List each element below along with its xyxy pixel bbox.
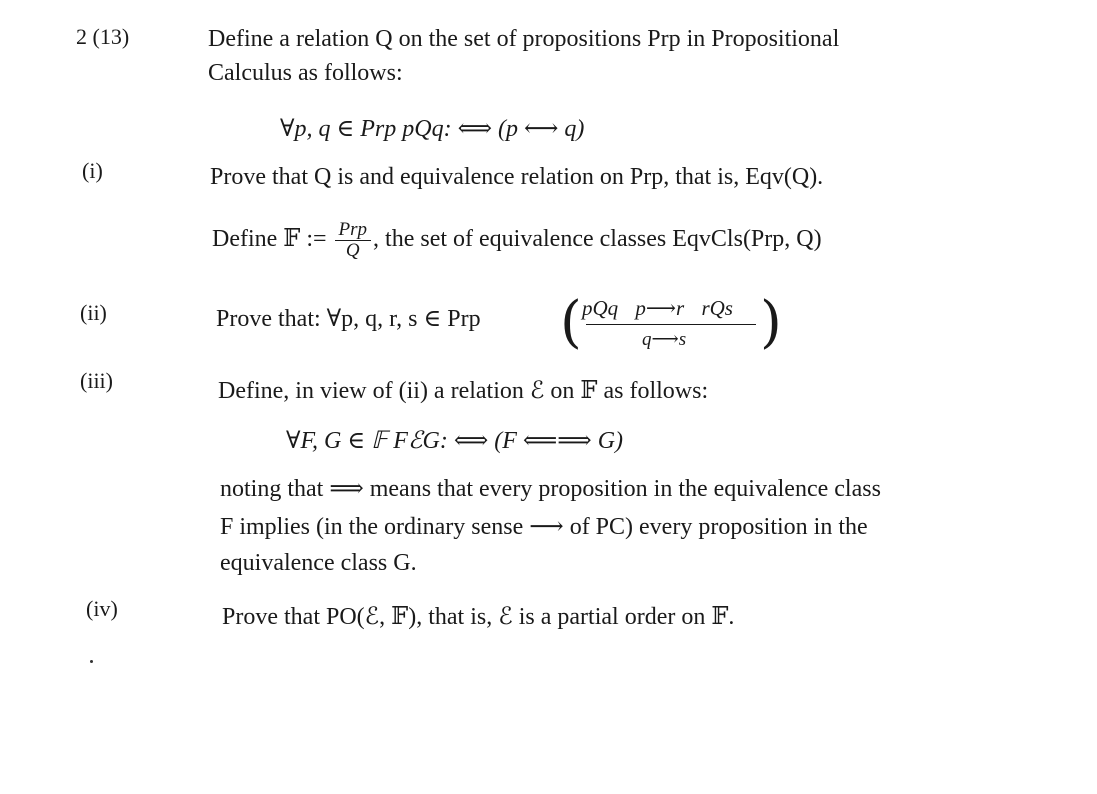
- rule-conclusion: q⟶s: [642, 329, 687, 350]
- define-quotient-set: [212, 220, 822, 261]
- inference-line: [586, 324, 756, 325]
- part-iii-note-line-2: F implies (in the ordinary sense ⟶ of PC) every proposition in the: [220, 514, 868, 540]
- right-parenthesis: ): [760, 290, 782, 355]
- part-i-text: Prove that Q is and equivalence relation on Prp, that is, Eqv(Q).: [210, 164, 824, 190]
- part-iii-label: (iii): [80, 368, 113, 393]
- rule-premises: pQq p⟶r rQs: [582, 296, 733, 320]
- part-iii-formula: ∀F, G ∈ 𝔽 FℰG: ⟺ (F ⟸⟹ G): [286, 428, 624, 454]
- stray-dot: [90, 660, 93, 663]
- part-iii-note-line-3: equivalence class G.: [220, 550, 417, 576]
- quotient-fraction: [335, 220, 372, 261]
- fraction-denominator: Q: [345, 240, 360, 261]
- intro-line-2: Calculus as follows:: [208, 60, 403, 86]
- left-parenthesis: (: [560, 290, 582, 355]
- part-ii-text: Prove that: ∀p, q, r, s ∈ Prp: [216, 306, 481, 332]
- fraction-numerator: Prp: [335, 220, 372, 241]
- part-iii-text: Define, in view of (ii) a relation ℰ on 𝔽 as follows:: [218, 378, 709, 404]
- define-suffix: , the set of equivalence classes EqvCls(Prp, Q): [373, 226, 822, 253]
- intro-line-1: Define a relation Q on the set of propositions Prp in Propositional: [208, 26, 840, 52]
- part-iii-note-line-1: noting that ⟹ means that every proposition in the equivalence class: [220, 476, 881, 502]
- inference-rule: [560, 290, 782, 356]
- definition-formula: ∀p, q ∈ Prp pQq: ⟺ (p ⟷ q): [280, 116, 585, 142]
- problem-number: 2 (13): [76, 24, 130, 49]
- part-ii-label: (ii): [80, 300, 107, 325]
- part-i-label: (i): [82, 158, 103, 183]
- part-iv-text: Prove that PO(ℰ, 𝔽), that is, ℰ is a partial order on 𝔽.: [222, 604, 735, 630]
- define-prefix: Define 𝔽 :=: [212, 226, 327, 253]
- part-iv-label: (iv): [86, 596, 118, 621]
